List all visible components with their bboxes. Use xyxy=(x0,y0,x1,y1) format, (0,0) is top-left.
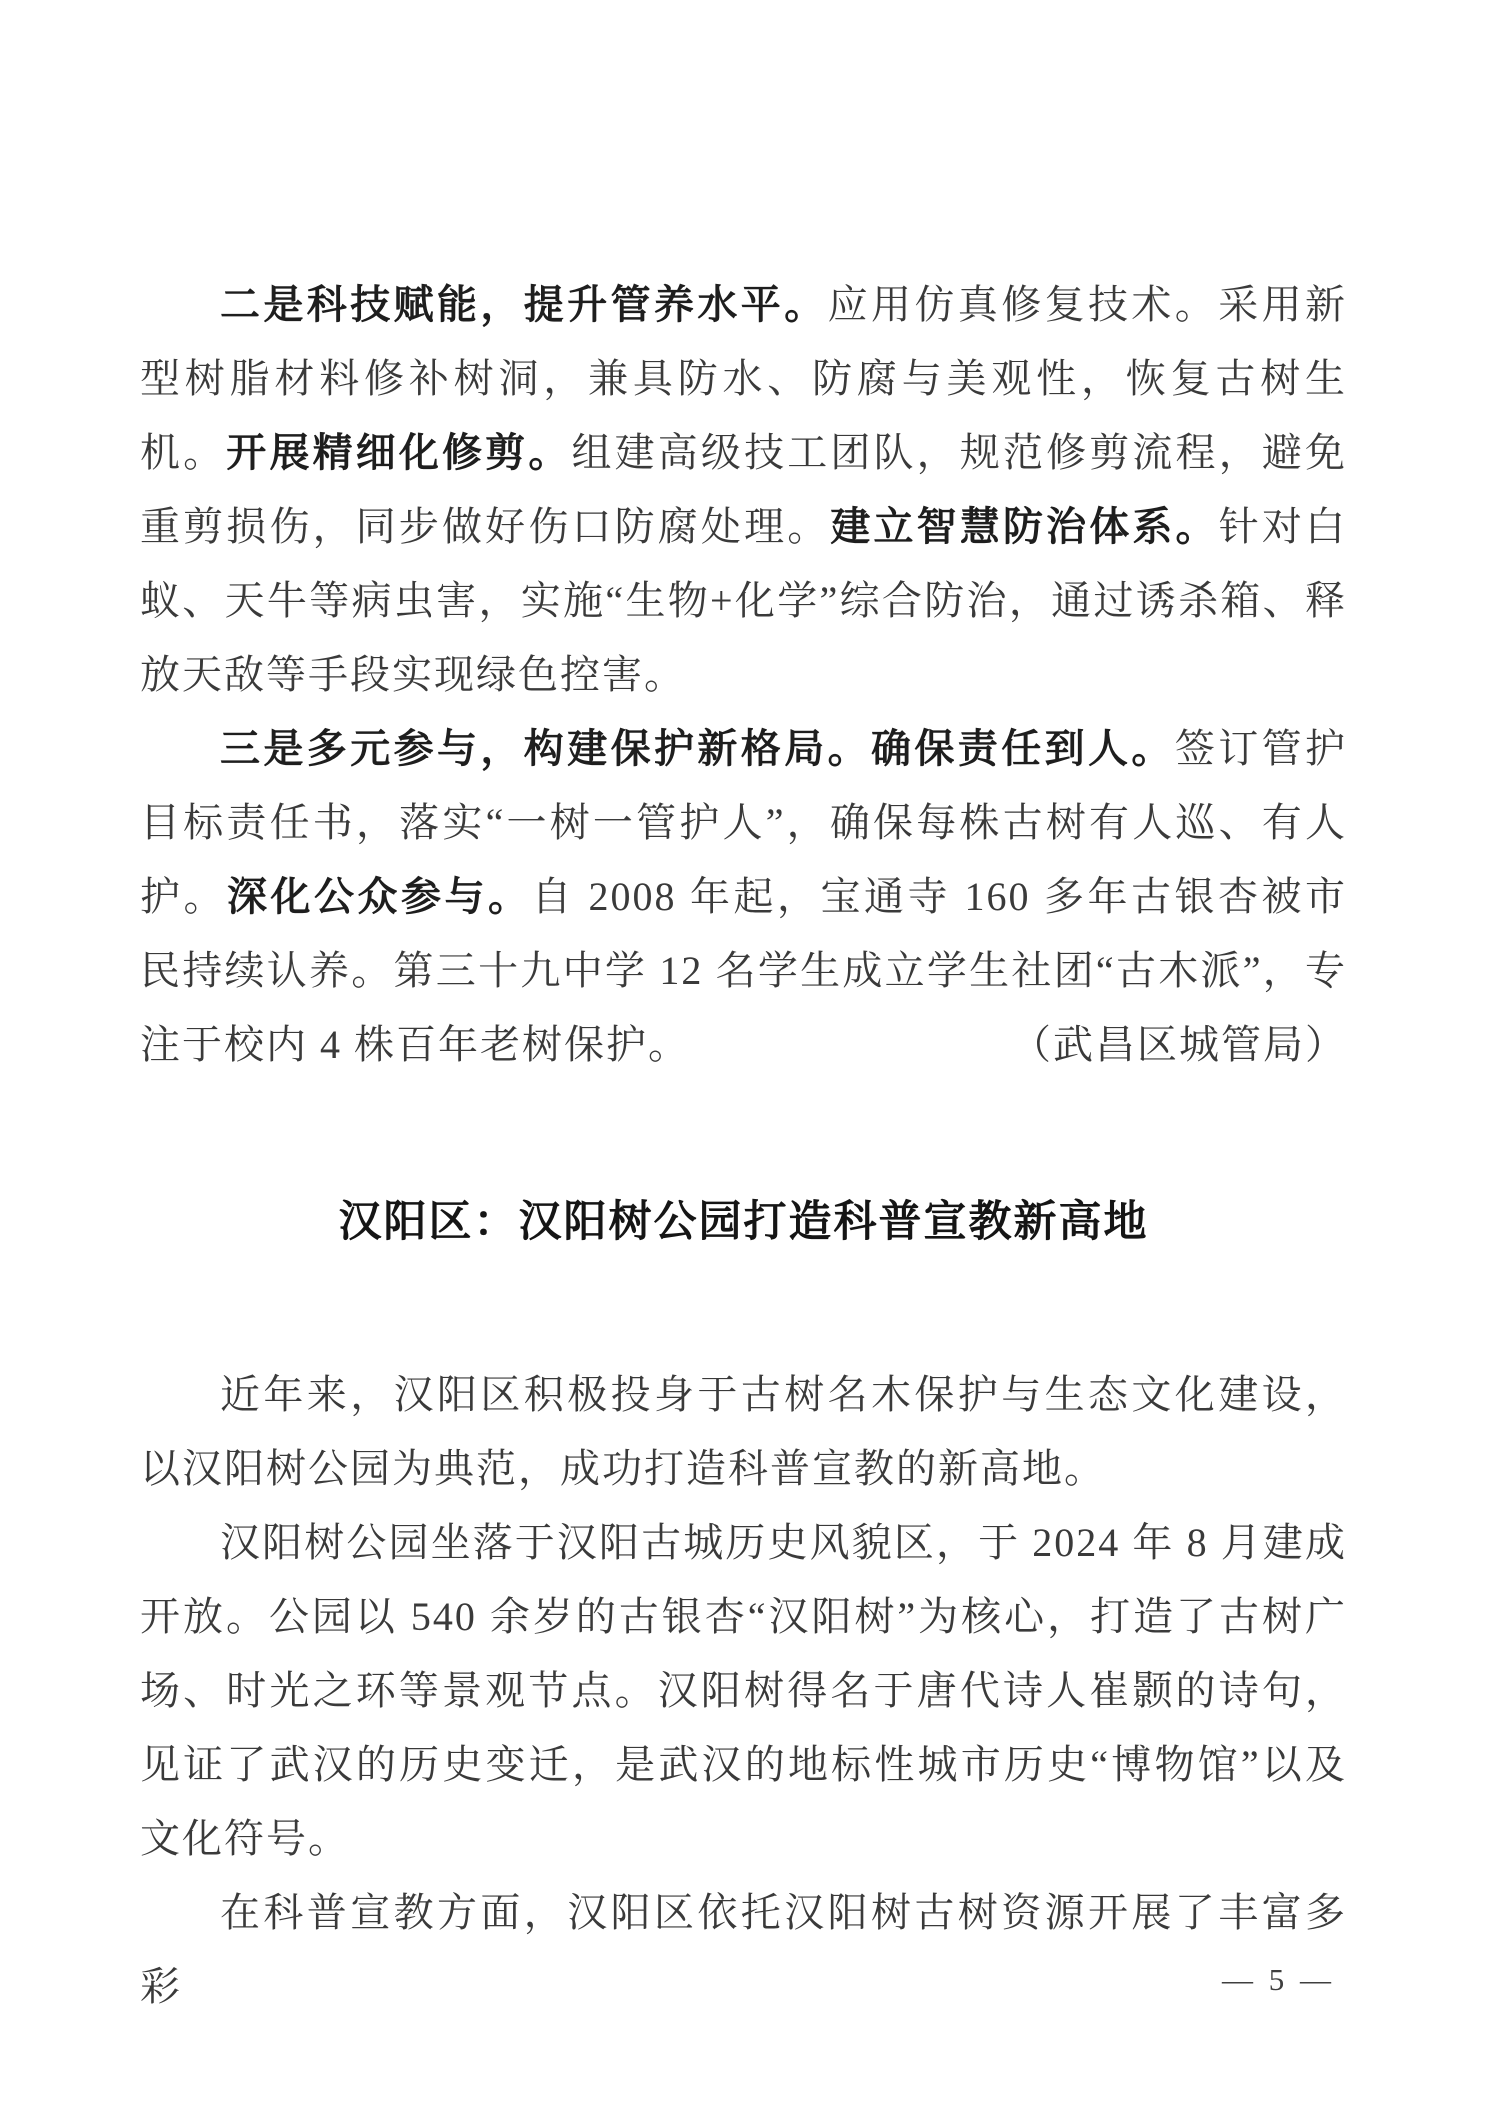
page-content xyxy=(140,268,1347,2024)
bold-lead-pruning: 开展精细化修剪。 xyxy=(226,430,572,475)
paragraph-wuchang-point2 xyxy=(140,268,1347,712)
body-text: 应用仿真修复技术。采用新型树脂材料修补树洞，兼具防水、防腐与美观性，恢复古树生机。 xyxy=(140,282,1348,475)
bold-lead-public-participation: 深化公众参与。 xyxy=(227,874,532,919)
paragraph-hanyang-park: 汉阳树公园坐落于汉阳古城历史风貌区，于 2024 年 8 月建成开放。公园以 540 余岁的古银杏“汉阳树”为核心，打造了古树广场、时光之环等景观节点。汉阳树得名于唐代诗人崔颢的诗句，见证了武汉的历史变迁，是武汉的地标性城市历史“博物馆”以及文化符号。 xyxy=(140,1520,1347,1861)
attribution-text: （武昌区城管局） xyxy=(1011,1022,1347,1067)
body-text: 签订管护目标责任书，落实“一树一管护人”，确保每株古树有人巡、有人护。 xyxy=(140,726,1348,919)
bold-lead-point2: 二是科技赋能，提升管养水平。 xyxy=(220,282,828,327)
paragraph-hanyang-intro: 近年来，汉阳区积极投身于古树名木保护与生态文化建设，以汉阳树公园为典范，成功打造科普宣教的新高地。 xyxy=(140,1372,1347,1491)
body-text: 自 2008 年起，宝通寺 160 多年古银杏被市民持续认养。第三十九中学 12 名学生成立学生社团“古木派”，专注于校内 4 株百年老树保护。 xyxy=(140,874,1347,1067)
page-number: — 5 — xyxy=(1222,1962,1335,1997)
bold-lead-point3: 三是多元参与，构建保护新格局。 xyxy=(220,726,871,771)
body-text: 组建高级技工团队，规范修剪流程，避免重剪损伤，同步做好伤口防腐处理。 xyxy=(140,430,1348,549)
paragraph-hanyang-education: 在科普宣教方面，汉阳区依托汉阳树古树资源开展了丰富多彩 xyxy=(140,1890,1347,2009)
section-title-hanyang: 汉阳区：汉阳树公园打造科普宣教新高地 xyxy=(338,1199,1149,1246)
bold-lead-responsibility: 确保责任到人。 xyxy=(871,726,1175,771)
body-text: 针对白蚁、天牛等病虫害，实施“生物+化学”综合防治，通过诱杀箱、释放天敌等手段实现绿色控害。 xyxy=(140,504,1348,697)
bold-lead-pest-control: 建立智慧防治体系。 xyxy=(830,504,1219,549)
